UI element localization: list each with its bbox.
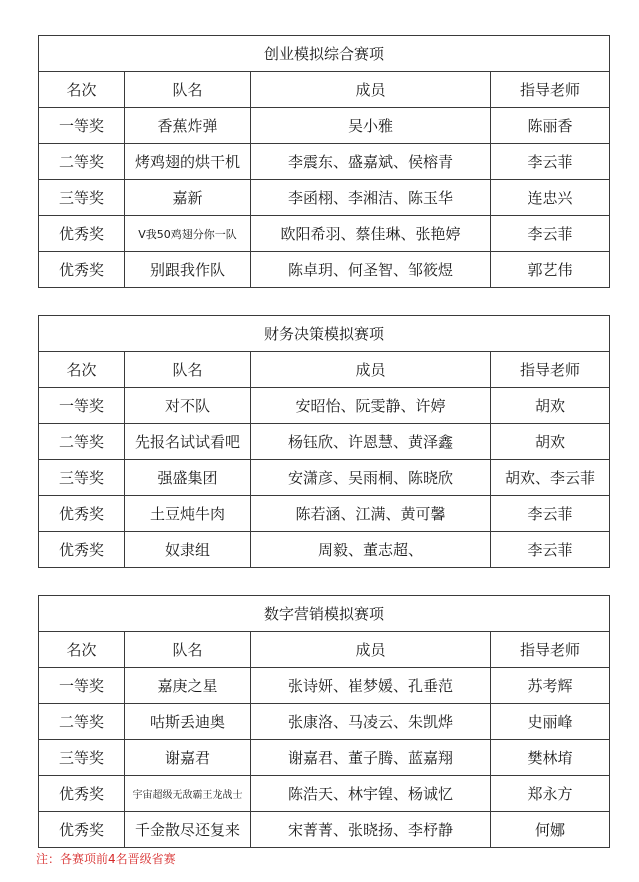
header-team: 队名 — [125, 72, 251, 108]
team-cell: 香蕉炸弹 — [125, 108, 251, 144]
table-row — [39, 252, 610, 288]
members-cell: 安潇彦、吴雨桐、陈晓欣 — [251, 460, 491, 496]
team-cell: 嘉新 — [125, 180, 251, 216]
table-row — [39, 740, 610, 776]
members-cell: 陈浩天、林宇锽、杨诚忆 — [251, 776, 491, 812]
teacher-cell: 李云菲 — [491, 144, 610, 180]
rank-cell: 优秀奖 — [39, 496, 125, 532]
team-cell: 烤鸡翅的烘干机 — [125, 144, 251, 180]
team-cell: 谢嘉君 — [125, 740, 251, 776]
rank-cell: 一等奖 — [39, 668, 125, 704]
members-cell: 杨钰欣、许恩慧、黄泽鑫 — [251, 424, 491, 460]
members-cell: 安昭怡、阮雯静、许婷 — [251, 388, 491, 424]
table-row — [39, 812, 610, 848]
header-team: 队名 — [125, 632, 251, 668]
members-cell: 陈卓玥、何圣智、邹筱煜 — [251, 252, 491, 288]
teacher-cell: 李云菲 — [491, 496, 610, 532]
rank-cell: 二等奖 — [39, 704, 125, 740]
competition-title: 创业模拟综合赛项 — [39, 36, 610, 72]
teacher-cell: 胡欢 — [491, 388, 610, 424]
header-teacher: 指导老师 — [491, 352, 610, 388]
table-row — [39, 776, 610, 812]
table-row — [39, 460, 610, 496]
members-cell: 吴小雅 — [251, 108, 491, 144]
team-cell: 宇宙超级无敌霸王龙战士 — [125, 776, 251, 812]
rank-cell: 优秀奖 — [39, 532, 125, 568]
header-teacher: 指导老师 — [491, 632, 610, 668]
team-cell: 别跟我作队 — [125, 252, 251, 288]
rank-cell: 三等奖 — [39, 180, 125, 216]
members-cell: 欧阳希羽、蔡佳琳、张艳婷 — [251, 216, 491, 252]
competition-table-finance — [38, 315, 610, 568]
table-row — [39, 388, 610, 424]
teacher-cell: 李云菲 — [491, 216, 610, 252]
members-cell: 陈若涵、江满、黄可馨 — [251, 496, 491, 532]
header-row — [39, 632, 610, 668]
header-teacher: 指导老师 — [491, 72, 610, 108]
competition-table-digital-marketing — [38, 595, 610, 848]
team-cell: 嘉庚之星 — [125, 668, 251, 704]
members-cell: 宋菁菁、张晓扬、李杼静 — [251, 812, 491, 848]
teacher-cell: 郑永方 — [491, 776, 610, 812]
members-cell: 李震东、盛嘉斌、侯榕青 — [251, 144, 491, 180]
team-cell: 强盛集团 — [125, 460, 251, 496]
rank-cell: 优秀奖 — [39, 812, 125, 848]
header-row — [39, 72, 610, 108]
table-row — [39, 704, 610, 740]
teacher-cell: 连忠兴 — [491, 180, 610, 216]
team-cell: 咕斯丢迪奥 — [125, 704, 251, 740]
table-row — [39, 144, 610, 180]
team-cell: 对不队 — [125, 388, 251, 424]
header-rank: 名次 — [39, 352, 125, 388]
rank-cell: 优秀奖 — [39, 776, 125, 812]
team-cell: 先报名试试看吧 — [125, 424, 251, 460]
rank-cell: 一等奖 — [39, 388, 125, 424]
members-cell: 李函栩、李湘洁、陈玉华 — [251, 180, 491, 216]
rank-cell: 二等奖 — [39, 144, 125, 180]
header-rank: 名次 — [39, 632, 125, 668]
team-cell: 奴隶组 — [125, 532, 251, 568]
rank-cell: 一等奖 — [39, 108, 125, 144]
teacher-cell: 胡欢、李云菲 — [491, 460, 610, 496]
rank-cell: 优秀奖 — [39, 252, 125, 288]
table-row — [39, 180, 610, 216]
members-cell: 张康洛、马凌云、朱凯烨 — [251, 704, 491, 740]
table-row — [39, 108, 610, 144]
team-cell: 千金散尽还复来 — [125, 812, 251, 848]
members-cell: 周毅、董志超、 — [251, 532, 491, 568]
table-row — [39, 424, 610, 460]
table-row — [39, 216, 610, 252]
competition-title: 数字营销模拟赛项 — [39, 596, 610, 632]
teacher-cell: 樊林堉 — [491, 740, 610, 776]
teacher-cell: 胡欢 — [491, 424, 610, 460]
table-row — [39, 496, 610, 532]
team-cell: V我50鸡翅分你一队 — [125, 216, 251, 252]
teacher-cell: 苏考辉 — [491, 668, 610, 704]
rank-cell: 三等奖 — [39, 740, 125, 776]
rank-cell: 二等奖 — [39, 424, 125, 460]
footnote: 注：各赛项前4名晋级省赛 — [36, 852, 176, 866]
teacher-cell: 史丽峰 — [491, 704, 610, 740]
header-members: 成员 — [251, 72, 491, 108]
members-cell: 张诗妍、崔梦媛、孔垂范 — [251, 668, 491, 704]
teacher-cell: 何娜 — [491, 812, 610, 848]
header-members: 成员 — [251, 632, 491, 668]
members-cell: 谢嘉君、董子腾、蓝嘉翔 — [251, 740, 491, 776]
rank-cell: 优秀奖 — [39, 216, 125, 252]
rank-cell: 三等奖 — [39, 460, 125, 496]
teacher-cell: 李云菲 — [491, 532, 610, 568]
team-cell: 土豆炖牛肉 — [125, 496, 251, 532]
header-members: 成员 — [251, 352, 491, 388]
table-row — [39, 668, 610, 704]
teacher-cell: 郭艺伟 — [491, 252, 610, 288]
teacher-cell: 陈丽香 — [491, 108, 610, 144]
competition-table-entrepreneurship — [38, 35, 610, 288]
competition-title: 财务决策模拟赛项 — [39, 316, 610, 352]
header-rank: 名次 — [39, 72, 125, 108]
header-team: 队名 — [125, 352, 251, 388]
table-row — [39, 532, 610, 568]
header-row — [39, 352, 610, 388]
